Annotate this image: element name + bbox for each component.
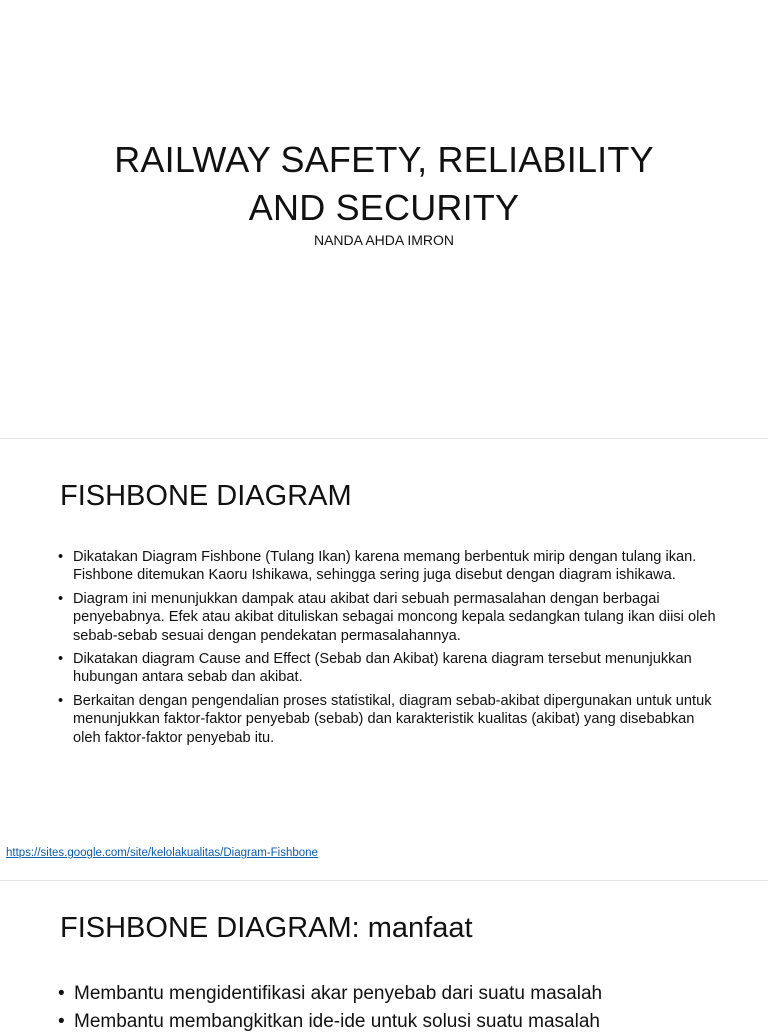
bullet-item: • Membantu membangkitkan ide-ide untuk solusi suatu masalah [58,1008,758,1036]
author-name: NANDA AHDA IMRON [313,232,455,248]
bullet-item: • Dikatakan diagram Cause and Effect (Sebab dan Akibat) karena diagram tersebut menunjukkan hubungan antara sebab dan akibat. [58,650,718,687]
bullet-item: • Dikatakan Diagram Fishbone (Tulang Ikan) karena memang berbentuk mirip dengan tulang ikan. Fishbone ditemukan Kaoru Ishikawa, sehingga sering juga disebut dengan diagram ishikawa. [58,548,718,585]
bullet-item: • Diagram ini menunjukkan dampak atau akibat dari sebuah permasalahan dengan berbagai penyebabnya. Efek atau akibat dituliskan sebagai moncong kepala sedangkan tulang ikan diisi oleh sebab-sebab sesuai dengan pendekatan permasalahannya. [58,590,718,645]
title-slide [0,0,768,438]
presentation-title [0,136,768,232]
fishbone-slide [0,440,768,880]
slide-divider [0,438,768,439]
title-line-1: RAILWAY SAFETY, RELIABILITY [114,139,654,181]
bullet-item: • Berkaitan dengan pengendalian proses statistikal, diagram sebab-akibat dipergunakan untuk untuk menunjukkan faktor-faktor penyebab (sebab) dan karakteristik kualitas (akibat) yang disebabkan oleh faktor-faktor penyebab itu. [58,692,718,747]
slide-heading: FISHBONE DIAGRAM [60,480,352,512]
slide-divider [0,880,768,881]
bullet-list [58,548,718,752]
bullet-item: • Membantu mengidentifikasi akar penyebab dari suatu masalah [58,980,758,1008]
title-line-2: AND SECURITY [248,187,520,229]
slide-heading: FISHBONE DIAGRAM: manfaat [60,912,473,944]
bullet-list [58,980,758,1036]
manfaat-slide [0,882,768,1032]
source-link[interactable]: https://sites.google.com/site/kelolakualitas/Diagram-Fishbone [6,847,318,859]
